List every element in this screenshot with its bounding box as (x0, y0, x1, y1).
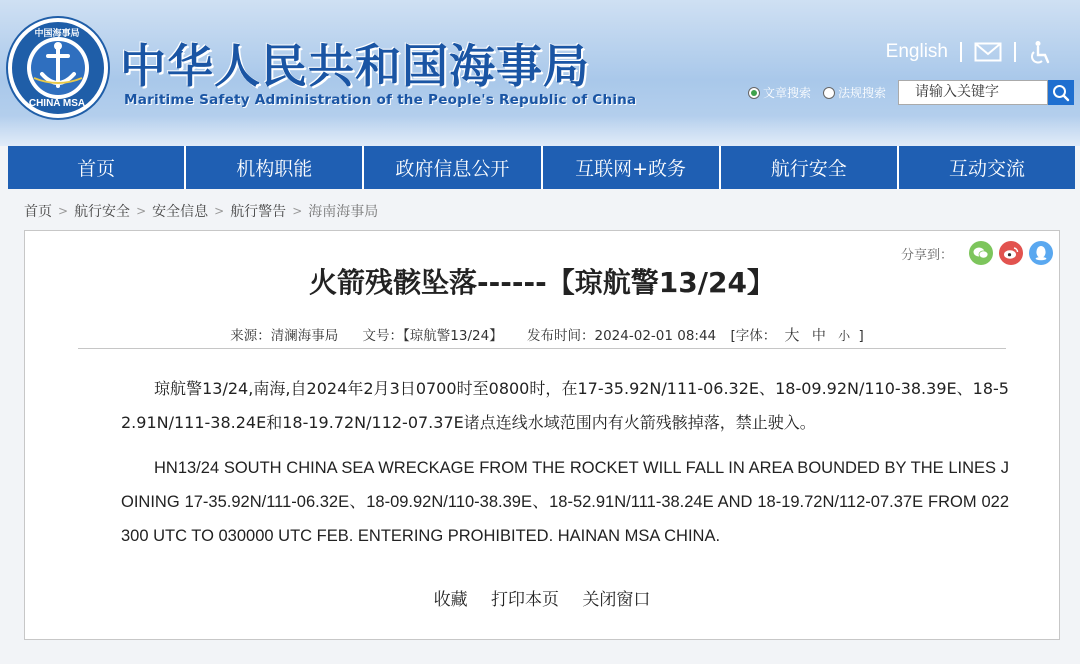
chevron-right-icon: > (214, 204, 225, 218)
article-paragraph-cn: 琼航警13/24,南海,自2024年2月3日0700时至0800时，在17-35.92N/111-06.32E、18-09.92N/110-38.39E、18-52.91N/111-38.24E和18-19.72N/112-07.37E诸点连线水域范围内有火箭残骸掉落，禁止驶入。 (121, 379, 1009, 432)
font-size-medium[interactable]: 中 (811, 328, 826, 344)
mail-icon[interactable] (974, 40, 1002, 64)
main-nav (8, 146, 1075, 189)
font-size-label: [字体： (730, 328, 777, 344)
font-size-close: ] (858, 328, 864, 344)
nav-item-gov-info[interactable]: 政府信息公开 (364, 146, 542, 189)
nav-item-functions[interactable]: 机构职能 (186, 146, 364, 189)
search-bar (748, 80, 1074, 105)
article-paragraph-en: HN13/24 SOUTH CHINA SEA WRECKAGE FROM THE ROCKET WILL FALL IN AREA BOUNDED BY THE LINES JOINING 17-35.92N/111-06.32E、18-09.92N/110-38.39E、18-52.91N/111-38.24E AND 18-19.72N/112-07.37E FROM 022300 UTC TO 030000 UTC FEB. ENTERING PROHIBITED. HAINAN MSA CHINA. (121, 459, 1009, 545)
china-msa-logo[interactable] (8, 18, 108, 118)
print-link[interactable]: 打印本页 (491, 590, 559, 610)
article-meta (25, 324, 1059, 345)
search-input[interactable]: 请输入关键字 (898, 80, 1048, 105)
radio-label: 法规搜索 (837, 86, 886, 100)
breadcrumb-home[interactable]: 首页 (24, 204, 52, 220)
breadcrumb-current[interactable]: 海南海事局 (308, 204, 379, 220)
logo-text-top: 中国海事局 (34, 29, 80, 39)
nav-item-navigation-safety[interactable]: 航行安全 (721, 146, 899, 189)
radio-selected-icon (748, 87, 760, 99)
chevron-right-icon: > (136, 204, 147, 218)
radio-label: 文章搜索 (762, 86, 811, 100)
font-size-small[interactable]: 小 (838, 329, 851, 343)
font-size-large[interactable]: 大 (784, 326, 800, 344)
favorite-link[interactable]: 收藏 (433, 590, 468, 610)
meta-source: 来源：清澜海事局 (230, 328, 339, 344)
search-icon (1052, 84, 1070, 102)
radio-article-search[interactable] (748, 84, 811, 101)
breadcrumb-safety-info[interactable]: 安全信息 (152, 204, 209, 220)
article-actions (25, 585, 1059, 610)
chevron-right-icon: > (58, 204, 69, 218)
search-button[interactable] (1048, 80, 1074, 105)
article-panel (24, 230, 1060, 640)
english-link[interactable]: English (885, 41, 948, 62)
top-links (886, 40, 1056, 64)
chevron-right-icon: > (292, 204, 303, 218)
breadcrumb-navigation-safety[interactable]: 航行安全 (74, 204, 131, 220)
logo-text-bottom: CHINA MSA (28, 98, 86, 109)
divider (960, 42, 962, 62)
radio-regulation-search[interactable] (823, 84, 886, 101)
close-window-link[interactable]: 关闭窗口 (582, 590, 651, 610)
meta-doc-no: 文号：【琼航警13/24】 (362, 328, 503, 344)
site-title-en: Maritime Safety Administration of the People's Republic of China (124, 92, 637, 108)
title-divider (78, 348, 1006, 349)
breadcrumb (24, 201, 378, 221)
nav-item-internet-gov[interactable]: 互联网+政务 (543, 146, 721, 189)
share-label: 分享到： (900, 247, 953, 263)
divider (1014, 42, 1016, 62)
radio-unselected-icon (823, 87, 835, 99)
accessibility-icon[interactable] (1028, 40, 1056, 64)
site-title-cn: 中华人民共和国海事局 (120, 39, 590, 93)
site-header (0, 0, 1080, 146)
meta-publish-time: 发布时间：2024-02-01 08:44 (527, 328, 717, 344)
breadcrumb-nav-warning[interactable]: 航行警告 (230, 204, 287, 220)
nav-item-interaction[interactable]: 互动交流 (899, 146, 1075, 189)
article-title: 火箭残骸坠落------【琼航警13/24】 (309, 266, 775, 299)
nav-item-home[interactable]: 首页 (8, 146, 186, 189)
